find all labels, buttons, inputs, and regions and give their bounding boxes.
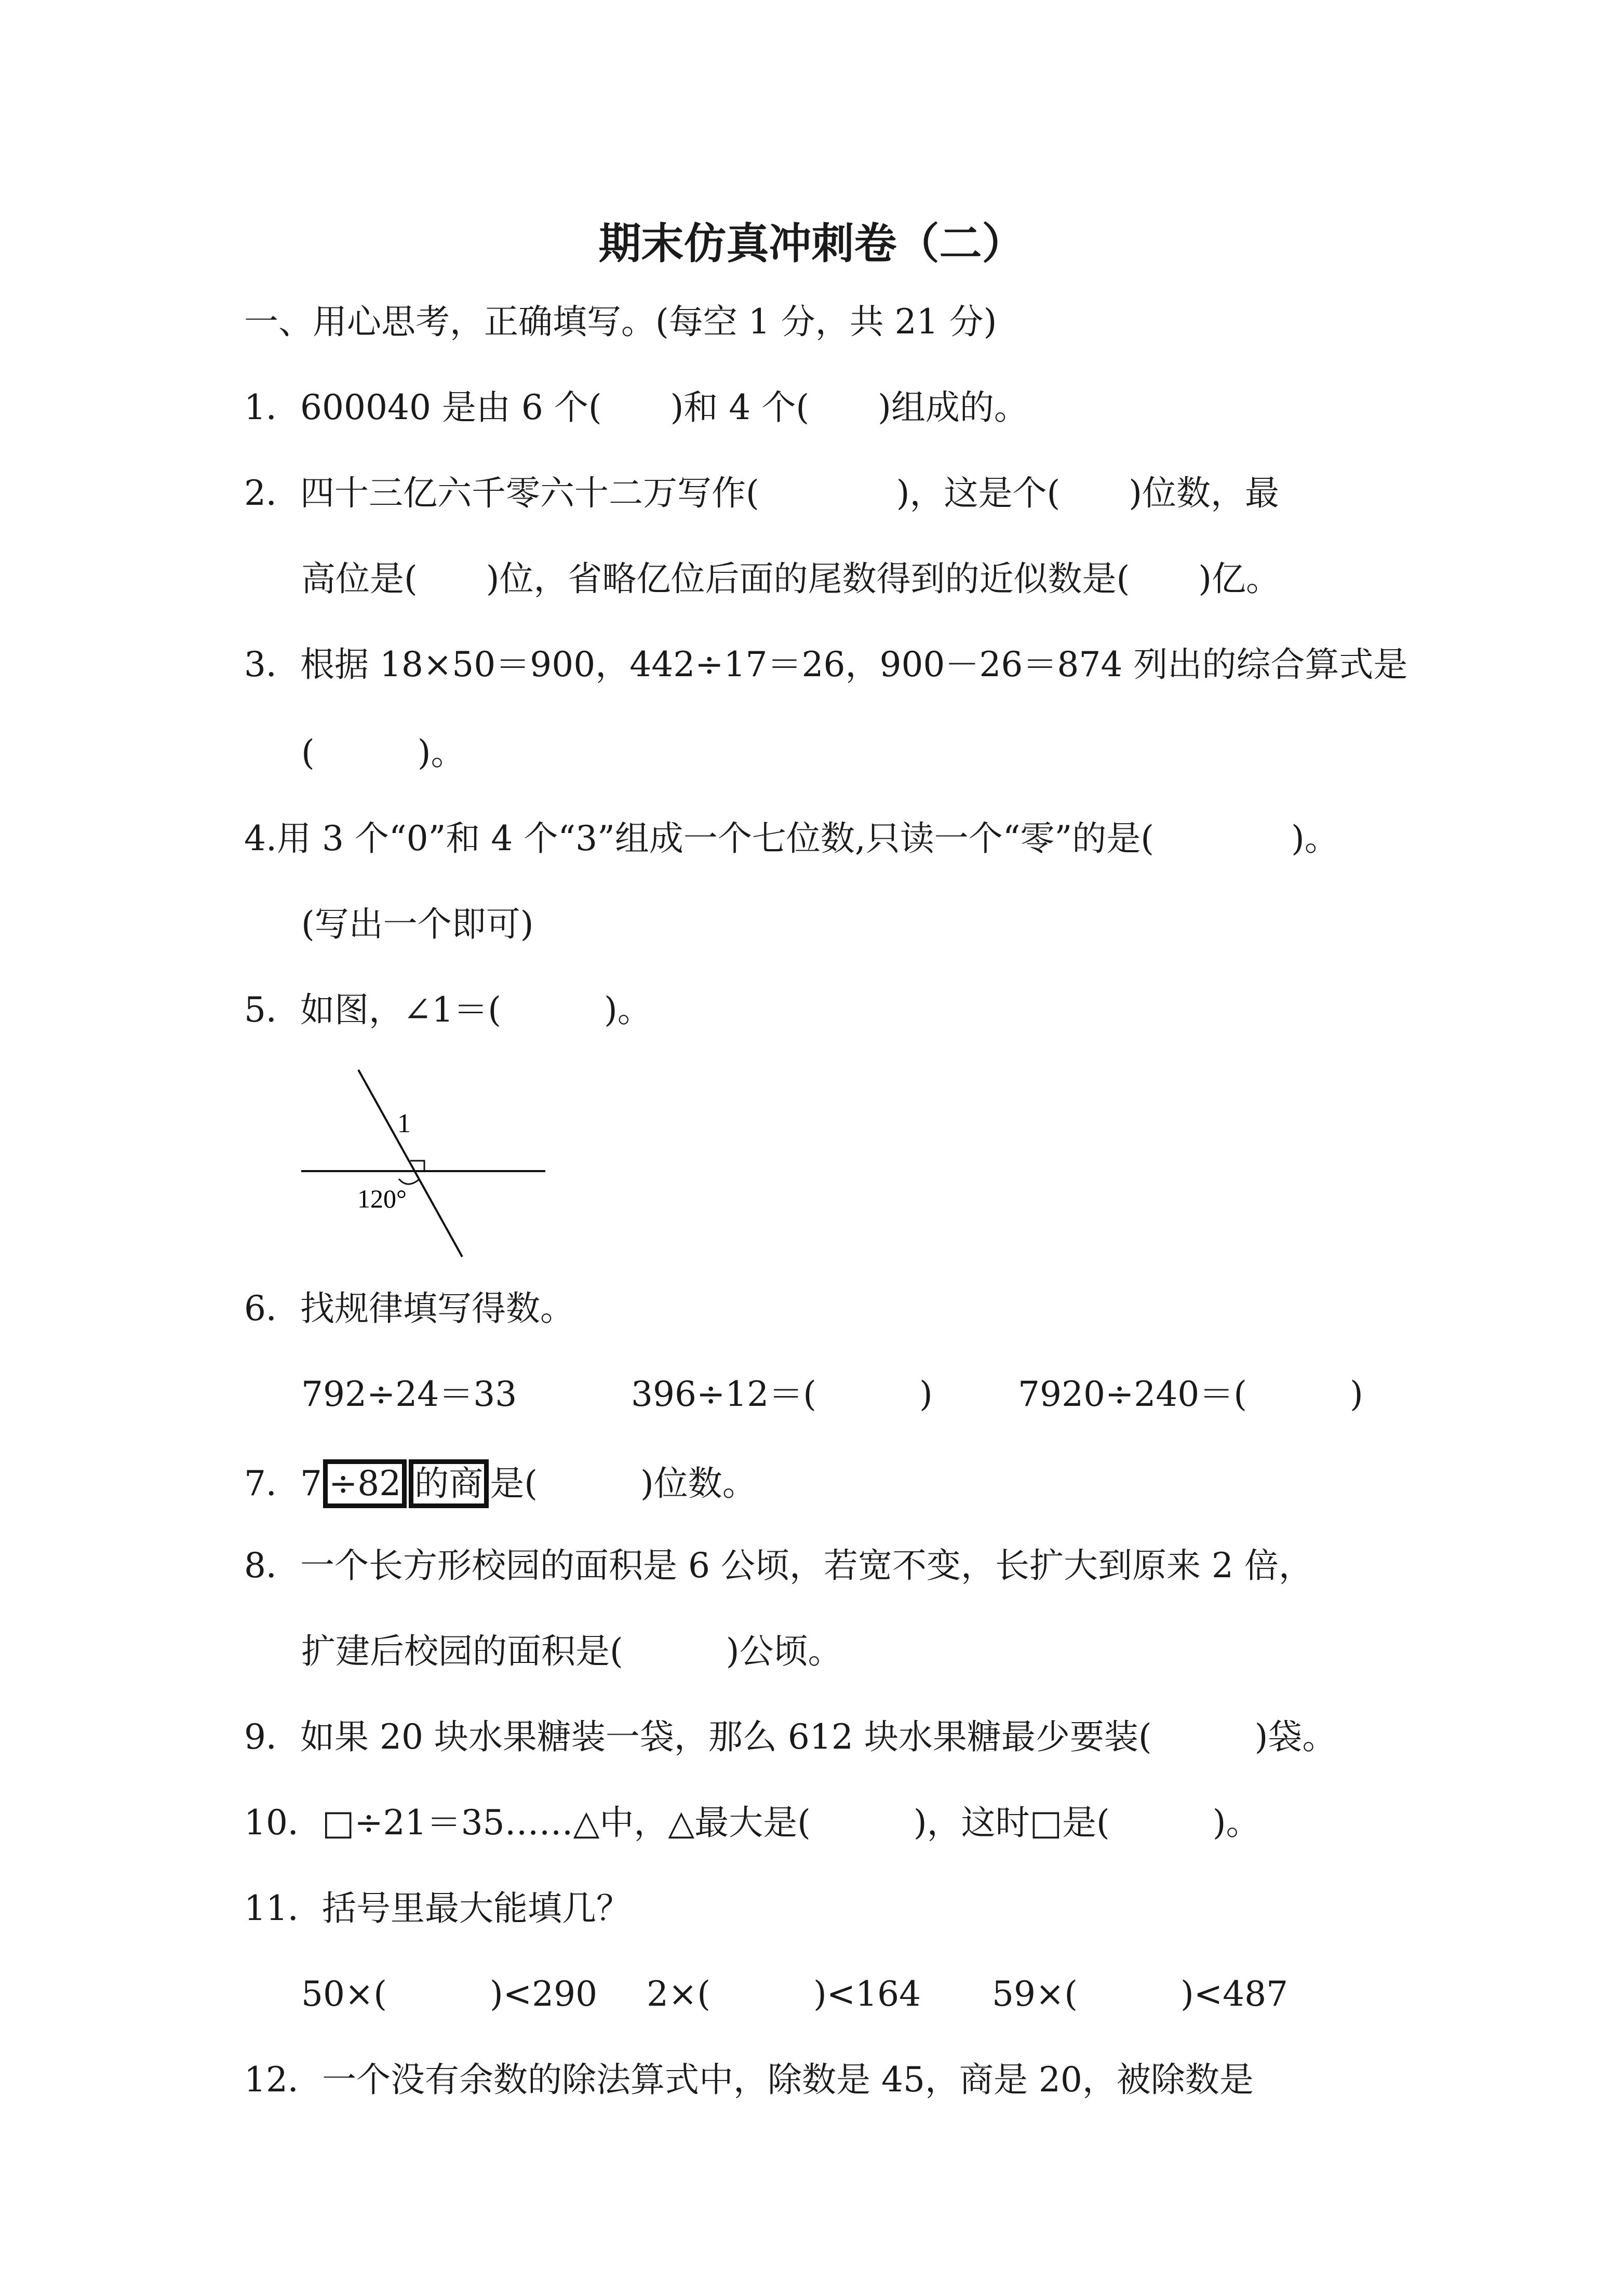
question-8-line-2: 扩建后校园的面积是( )公顷。 (301, 1631, 842, 1671)
question-7 (244, 1459, 757, 1508)
question-4-line-2: (写出一个即可) (301, 904, 534, 944)
slanted-line (358, 1070, 462, 1257)
page-title: 期末仿真冲刺卷（二） (598, 219, 1025, 268)
question-2-line-1: 2．四十三亿六千零六十二万写作( )，这是个( )位数，最 (244, 473, 1279, 513)
question-12: 12．一个没有余数的除法算式中，除数是 45，商是 20，被除数是 (244, 2060, 1254, 2100)
question-11: 11．括号里最大能填几？ (244, 1888, 631, 1928)
question-7-box-2: 的商 (409, 1459, 489, 1508)
angle-120-label: 120° (357, 1184, 407, 1213)
question-2-line-2: 高位是( )位，省略亿位后面的尾数得到的近似数是( )亿。 (301, 559, 1280, 599)
question-1: 1．600040 是由 6 个( )和 4 个( )组成的。 (244, 387, 1028, 427)
question-7-suffix: 是( )位数。 (490, 1463, 757, 1503)
question-6-item-2: 396÷12＝( ) (631, 1374, 933, 1414)
question-6: 6．找规律填写得数。 (244, 1288, 574, 1328)
section-1-heading: 一、用心思考，正确填写。(每空 1 分，共 21 分) (244, 302, 997, 342)
angle-figure (296, 1059, 556, 1267)
question-3-line-2: ( )。 (301, 733, 465, 773)
question-11-item-2: 2×( )<164 (647, 1974, 921, 2014)
question-8-line-1: 8．一个长方形校园的面积是 6 公顷，若宽不变，长扩大到原来 2 倍， (244, 1546, 1313, 1586)
angle-1-label: 1 (397, 1109, 411, 1138)
question-9: 9．如果 20 块水果糖装一袋，那么 612 块水果糖最少要装( )袋。 (244, 1717, 1337, 1757)
question-5: 5．如图，∠1＝( )。 (244, 990, 652, 1030)
question-10: 10．□÷21＝35……△中，△最大是( )，这时□是( )。 (244, 1803, 1260, 1843)
question-6-item-3: 7920÷240＝( ) (1018, 1374, 1363, 1414)
question-4-line-1: 4.用 3 个“0”和 4 个“3”组成一个七位数,只读一个“零”的是( )。 (244, 818, 1339, 858)
question-11-item-1: 50×( )<290 (301, 1974, 598, 2014)
question-6-item-1: 792÷24＝33 (301, 1374, 517, 1414)
question-7-box-1: ÷82 (323, 1459, 407, 1508)
question-11-item-3: 59×( )<487 (992, 1974, 1289, 2014)
angle-arc (399, 1179, 420, 1184)
question-3-line-1: 3．根据 18×50＝900，442÷17＝26，900－26＝874 列出的综合算式是 (244, 645, 1408, 684)
question-7-prefix: 7．7 (244, 1463, 322, 1503)
